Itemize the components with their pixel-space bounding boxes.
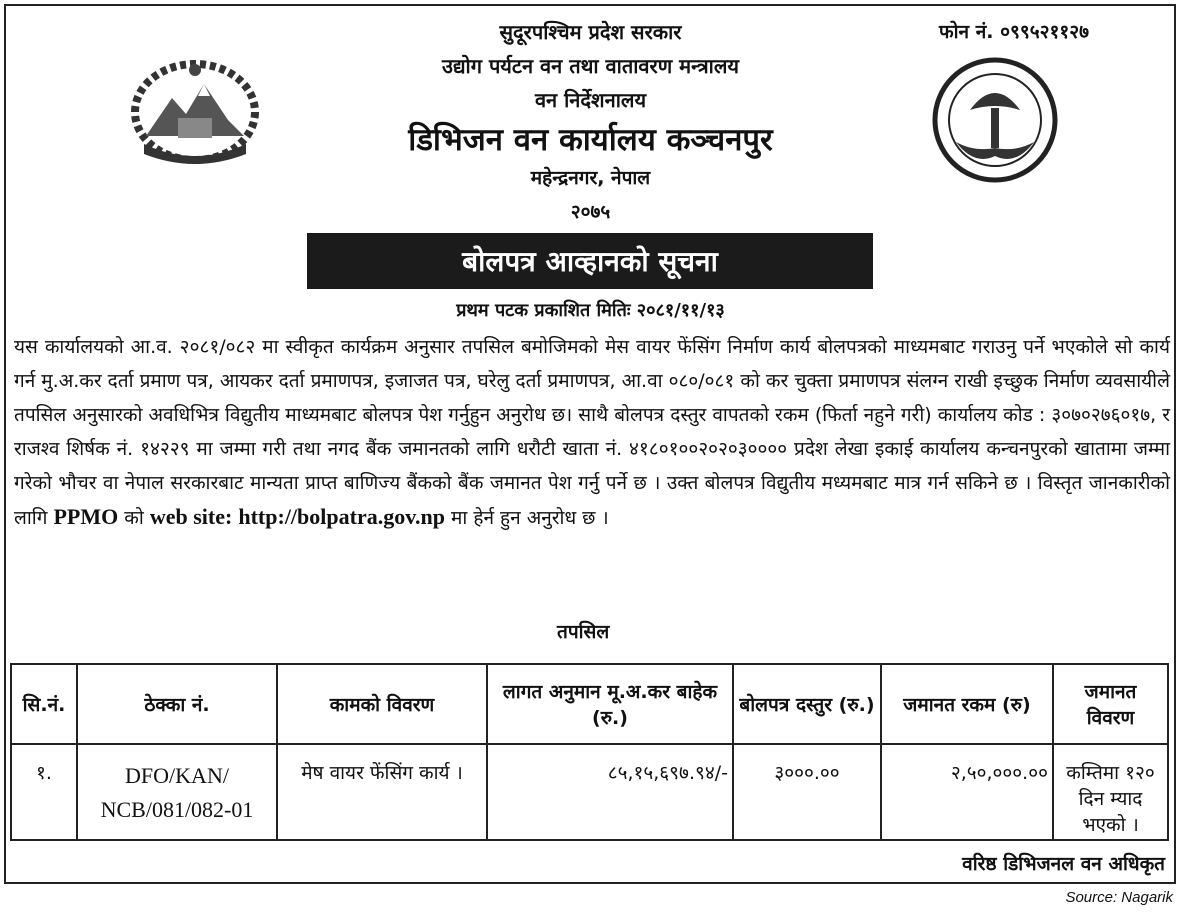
- website-link[interactable]: http://bolpatra.gov.np: [238, 504, 445, 529]
- table-header-row: [11, 664, 1168, 744]
- signing-officer: वरिष्ठ डिभिजनल वन अधिकृत: [962, 853, 1165, 875]
- nepal-govt-emblem-icon: [124, 56, 266, 168]
- table-row: [11, 744, 1168, 840]
- office-name: डिभिजन वन कार्यालय कञ्चनपुर: [408, 122, 773, 158]
- col-security-amount: जमानत रकम (रु): [881, 664, 1053, 744]
- closing-text: मा हेर्न हुन अनुरोध छ ।: [451, 507, 609, 529]
- col-security-details: जमानत विवरण: [1053, 664, 1168, 744]
- notice-year: २०७५: [570, 201, 611, 223]
- ppmo-label: PPMO: [53, 504, 119, 529]
- col-description: कामको विवरण: [277, 664, 487, 744]
- col-sn: सि.नं.: [11, 664, 77, 744]
- schedule-title: तपसिल: [557, 621, 610, 643]
- col-contract-no: ठेक्का नं.: [77, 664, 277, 744]
- notice-body: [14, 330, 1170, 535]
- office-location: महेन्द्रनगर, नेपाल: [530, 167, 651, 189]
- notice-title-banner: बोलपत्र आव्हानको सूचना: [307, 233, 873, 289]
- website-label: web site:: [149, 504, 233, 529]
- ko-text: को: [124, 507, 144, 529]
- schedule-table: [10, 663, 1169, 841]
- cell-sn: १.: [11, 744, 77, 840]
- source-credit: Source: Nagarik: [1065, 889, 1173, 906]
- cell-cost-estimate: ८५,१५,६९७.९४/-: [487, 744, 733, 840]
- province-govt: सुदूरपश्चिम प्रदेश सरकार: [499, 20, 682, 44]
- ministry-name: उद्योग पर्यटन वन तथा वातावरण मन्त्रालय: [441, 54, 739, 78]
- body-text: यस कार्यालयको आ.व. २०८१/०८२ मा स्वीकृत कार्यक्रम अनुसार तपसिल बमोजिमको मेस वायर फेंसिंग निर्माण कार्य बोलपत्रको माध्यमबाट गराउनु पर्ने भएकोले सो कार्य गर्न मु.अ.कर दर्ता प्रमाण पत्र, आयकर दर्ता प्रमाणपत्र, इजाजत पत्र, घरेलु दर्ता प्रमाणपत्र, आ.वा ०८०/०८१ को कर चुक्ता प्रमाणपत्र संलग्न राखी इच्छुक निर्माण व्यवसायीले तपसिल अनुसारको अवधिभित्र विद्युतीय माध्यमबाट बोलपत्र पेश गर्नुहुन अनुरोध छ। साथै बोलपत्र दस्तुर वापतको रकम (फिर्ता नहुने गरी) कार्यालय कोड : ३०७०२७६०१७, र राजश्व शिर्षक नं. १४२२९ मा जम्मा गरी तथा नगद बैंक जमानतको लागि धरौटी खाता नं. ४१८०१००२०२०३०००० प्रदेश लेखा इकाई कार्यालय कन्चनपुरको खातामा जम्मा गरेको भौचर वा नेपाल सरकारबाट मान्यता प्राप्त बाणिज्य बैंकको बैंक जमानत पेश गर्नु पर्ने छ । उक्त बोलपत्र विद्युतीय मध्यमबाट मात्र गर्न सकिने छ । विस्तृत जानकारीको लागि: [14, 336, 1170, 529]
- cell-security-details: कम्तिमा १२० दिन म्याद भएको ।: [1053, 744, 1168, 840]
- cell-contract-no: DFO/KAN/ NCB/081/082-01: [77, 744, 277, 840]
- col-cost-estimate: लागत अनुमान मू.अ.कर बाहेक (रु.): [487, 664, 733, 744]
- phone-number: फोन नं. ०९९५२११२७: [938, 21, 1089, 43]
- col-bid-fee: बोलपत्र दस्तुर (रु.): [733, 664, 881, 744]
- directorate-name: वन निर्देशनालय: [534, 88, 647, 112]
- forest-department-logo-icon: [926, 56, 1064, 184]
- published-date: प्रथम पटक प्रकाशित मितिः २०८१/११/१३: [456, 300, 725, 321]
- cell-bid-fee: ३०००.००: [733, 744, 881, 840]
- cell-security-amount: २,५०,०००.००: [881, 744, 1053, 840]
- cell-description: मेष वायर फेंसिंग कार्य ।: [277, 744, 487, 840]
